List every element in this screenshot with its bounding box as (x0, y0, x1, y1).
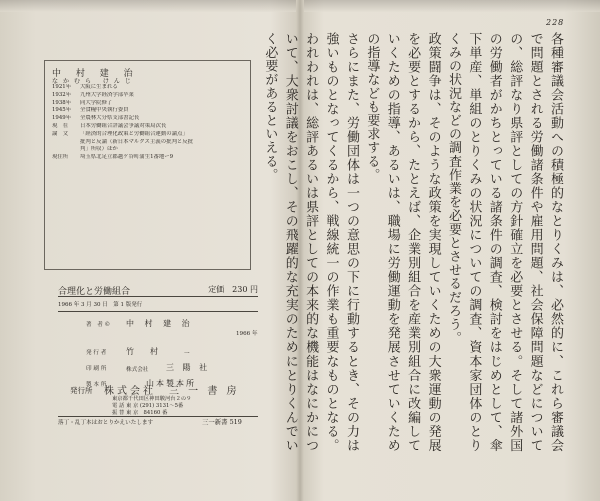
divider (58, 311, 258, 312)
bio-row (52, 139, 242, 147)
series-number: 三一新書 519 (202, 418, 242, 426)
address-line: 振 替 東 京 84160 番 (112, 410, 168, 417)
bio-row (52, 115, 242, 123)
bio-text: 埼玉県北足立郡越ケ谷町蒲生1番地ー9 (80, 154, 174, 161)
bio-row (52, 146, 242, 154)
credit-author (86, 320, 256, 330)
bio-row (52, 123, 242, 131)
publisher-label: 発行所 (70, 386, 93, 395)
credit-label: 発 行 者 (86, 350, 107, 356)
credit-printer (86, 364, 256, 374)
bio-text: 判」所収）ほか (80, 146, 118, 153)
body-paragraph: 政策闘争は、そのような政策を実現していくための大衆運動の発展を必要とするから、たとえば、企業別組合を産業別組合に改編していくための指導、あるいは、職場に労働運動を発展させていくための指導なども要求する。 (364, 32, 441, 452)
author-bio (52, 84, 242, 162)
book-price: 定価 230 円 (208, 285, 258, 294)
bio-text: 同大学院修了 (80, 99, 113, 106)
bio-text: 九州大学経済学部卒業 (80, 91, 134, 98)
bio-row (52, 84, 242, 92)
replacement-notice: 落丁・乱丁本はおとりかえいたします (58, 420, 154, 426)
credit-value: 株式会社 (126, 367, 149, 373)
page-number: 228 (546, 18, 565, 27)
bio-text: 日本労働組合評議会争議対策局次長 (80, 122, 167, 129)
bio-text: 大阪に生まれる (80, 84, 118, 90)
credit-value: 山本製本所 (146, 379, 196, 388)
address-line: 電 話 東 京 (291) 3131～5番 (112, 403, 184, 410)
bio-year: 1932年 (52, 91, 72, 98)
author-name: 中 村 建 治 (52, 69, 139, 79)
publication-year: 1966 年 (236, 331, 258, 337)
divider (58, 296, 258, 297)
bio-text: 全農林大分県支部書記長 (80, 115, 140, 122)
bio-year: 1921年 (52, 84, 72, 90)
bio-text: 「経済的合理化政策と労働組合運動の論点」 (80, 130, 188, 137)
author-kana: なかむら けんじ (52, 78, 136, 85)
bio-year (52, 146, 80, 154)
body-paragraph: さらにまた、労働団体は一つの意思の下に行動するとき、その力は強いものとなってくるから、戦線統一の作業も重要なものとなる。われわれは、総評あるいは県評としての本来的な機能はなにかについて、大衆討議をおこし、その飛躍的な充実のためにとりくんでいく必要があるといえる。 (262, 32, 359, 452)
book-title: 合理化と労働組合 (58, 287, 131, 297)
bio-text: 批判と反論（新日本マルクス主義の批判と反批 (80, 138, 194, 145)
bio-text: 全食糧中央執行委員 (80, 107, 129, 114)
body-paragraph: 各種審議会活動への積極的なとりくみは、必然的に、これら審議会で問題とされる労働諸条件や雇用問題、社会保障問題などについての、総評なり県評としての方針確立を必要とさせる。そして諸外国の労働者がかちとっている諸条件の調査、検討をはじめとして、傘下単産、単組のとりくみの状況についての調査、資本家団体のとりくみの状況などの調査作業を必要とさせるだろう。 (445, 32, 563, 452)
credit-sub: 三 陽 社 (166, 363, 211, 372)
bio-row (52, 107, 242, 115)
bio-row (52, 92, 242, 100)
bio-year: 1949年 (52, 115, 72, 122)
credit-value: 竹 村 (126, 347, 162, 356)
bio-year: 1945年 (52, 107, 72, 114)
publisher-address (112, 396, 191, 418)
address-line: 東京都千代田区神田駿河台２の９ (112, 396, 192, 402)
body-text (262, 32, 565, 452)
bio-row (52, 154, 242, 162)
bio-year: 1938年 (52, 99, 72, 106)
credit-label: 製 本 所 (86, 382, 107, 388)
credit-label: 著 者 © (86, 322, 111, 328)
credit-publisher (86, 348, 256, 358)
bio-year: 現 在 (52, 122, 69, 129)
bio-row (52, 100, 242, 108)
bio-year: 論 文 (52, 130, 69, 137)
publisher-name: 株式会社 三 一 書 房 (104, 386, 240, 397)
credit-sub: 一 (184, 351, 190, 357)
bio-row (52, 131, 242, 139)
edition-date: 1966 年 3 月 30 日 第 1 版発行 (58, 302, 143, 308)
bio-year (52, 139, 80, 147)
credit-label: 印 刷 所 (86, 366, 107, 372)
credit-value: 中 村 建 治 (126, 319, 194, 328)
bio-year: 現住所 (52, 154, 69, 161)
